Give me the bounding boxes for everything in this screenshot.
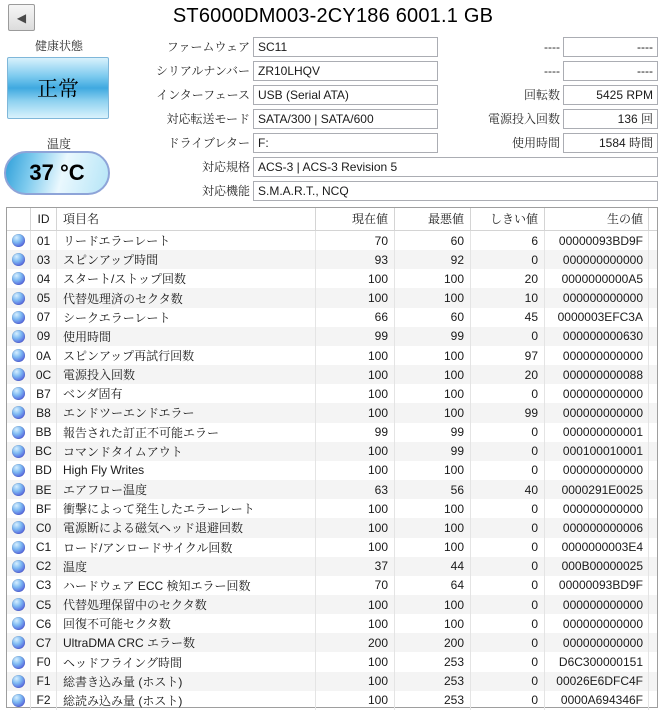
attribute-worst: 100 [395,346,471,365]
status-good-blue-icon [12,502,25,515]
header-pad [649,208,657,230]
status-good-blue-icon [12,675,25,688]
features-field[interactable]: S.M.A.R.T., NCQ [253,181,658,201]
attribute-name: エアフロー温度 [57,480,316,499]
header-worst: 最悪値 [395,208,471,230]
smart-attribute-table [6,207,658,708]
attribute-id: F2 [31,691,57,710]
standard-field[interactable]: ACS-3 | ACS-3 Revision 5 [253,157,658,177]
attribute-raw: 000000000000 [545,461,649,480]
table-row[interactable] [7,365,657,384]
row-pad [649,652,657,671]
attribute-threshold: 0 [471,614,545,633]
attribute-worst: 100 [395,538,471,557]
row-pad [649,269,657,288]
table-row[interactable] [7,269,657,288]
attribute-threshold: 0 [471,461,545,480]
row-pad [649,231,657,250]
status-cell [7,442,31,461]
attribute-current: 100 [316,269,395,288]
attribute-id: 09 [31,327,57,346]
attribute-name: 代替処理保留中のセクタ数 [57,595,316,614]
attribute-id: C3 [31,576,57,595]
attribute-current: 100 [316,461,395,480]
attribute-name: 総書き込み量 (ホスト) [57,672,316,691]
attribute-raw: 0000003EFC3A [545,308,649,327]
table-row[interactable] [7,308,657,327]
attribute-current: 93 [316,250,395,269]
status-good-blue-icon [12,656,25,669]
attribute-id: F0 [31,652,57,671]
table-row[interactable] [7,557,657,576]
attribute-threshold: 97 [471,346,545,365]
status-good-blue-icon [12,445,25,458]
status-cell [7,403,31,422]
attribute-raw: 000000000000 [545,614,649,633]
status-cell [7,652,31,671]
rotation-rate-field[interactable]: 5425 RPM [563,85,658,105]
row-pad [649,576,657,595]
table-row[interactable] [7,288,657,307]
attribute-current: 100 [316,288,395,307]
drive-letter-field[interactable]: F: [253,133,438,153]
attribute-raw: 000100010001 [545,442,649,461]
drive-title: ST6000DM003-2CY186 6001.1 GB [172,5,494,27]
attribute-name: 使用時間 [57,327,316,346]
serial-label: シリアルナンバー [155,64,250,78]
row-pad [649,595,657,614]
row-pad [649,288,657,307]
table-row[interactable] [7,423,657,442]
attribute-worst: 60 [395,231,471,250]
status-cell [7,288,31,307]
attribute-raw: 000000000000 [545,633,649,652]
dash1-label: ---- [544,40,560,54]
attribute-name: ハードウェア ECC 検知エラー回数 [57,576,316,595]
attribute-threshold: 0 [471,384,545,403]
attribute-id: 01 [31,231,57,250]
attribute-threshold: 0 [471,327,545,346]
status-cell [7,327,31,346]
attribute-threshold: 20 [471,365,545,384]
row-pad [649,442,657,461]
attribute-current: 99 [316,423,395,442]
row-pad [649,691,657,710]
header-id: ID [31,208,57,230]
status-good-blue-icon [12,694,25,707]
temperature-value: 37 °C [29,160,85,185]
status-good-blue-icon [12,330,25,343]
status-good-blue-icon [12,253,25,266]
table-row[interactable] [7,499,657,518]
attribute-current: 100 [316,518,395,537]
attribute-current: 100 [316,384,395,403]
status-good-blue-icon [12,311,25,324]
attribute-name: High Fly Writes [57,461,316,480]
status-cell [7,384,31,403]
attribute-threshold: 45 [471,308,545,327]
attribute-worst: 100 [395,595,471,614]
attribute-raw: 000000000006 [545,518,649,537]
status-cell [7,346,31,365]
attribute-current: 66 [316,308,395,327]
attribute-name: シークエラーレート [57,308,316,327]
attribute-raw: 000B00000025 [545,557,649,576]
status-cell [7,231,31,250]
power-on-hours-label: 使用時間 [511,136,560,150]
row-pad [649,308,657,327]
status-good-blue-icon [12,521,25,534]
attribute-raw: 000000000000 [545,250,649,269]
table-header-row [7,208,657,231]
attribute-threshold: 0 [471,538,545,557]
status-cell [7,423,31,442]
firmware-label: ファームウェア [166,40,250,54]
table-row[interactable] [7,672,657,691]
attribute-worst: 60 [395,308,471,327]
attribute-worst: 100 [395,518,471,537]
attribute-name: 電源断による磁気ヘッド退避回数 [57,518,316,537]
attribute-id: 07 [31,308,57,327]
attribute-threshold: 0 [471,423,545,442]
row-pad [649,327,657,346]
attribute-raw: 000000000088 [545,365,649,384]
row-pad [649,250,657,269]
attribute-current: 100 [316,538,395,557]
status-cell [7,691,31,710]
temperature-display[interactable] [4,151,110,195]
attribute-name: 総読み込み量 (ホスト) [57,691,316,710]
attribute-threshold: 10 [471,288,545,307]
attribute-threshold: 0 [471,652,545,671]
attribute-raw: 00000093BD9F [545,231,649,250]
standard-label: 対応規格 [201,160,250,174]
attribute-current: 100 [316,365,395,384]
header-threshold: しきい値 [471,208,545,230]
attribute-name: 代替処理済のセクタ数 [57,288,316,307]
attribute-worst: 100 [395,269,471,288]
attribute-threshold: 40 [471,480,545,499]
attribute-current: 100 [316,442,395,461]
power-on-hours-field[interactable]: 1584 時間 [563,133,658,153]
attribute-worst: 100 [395,499,471,518]
attribute-threshold: 0 [471,633,545,652]
attribute-id: BF [31,499,57,518]
attribute-threshold: 0 [471,499,545,518]
attribute-id: C1 [31,538,57,557]
table-row[interactable] [7,652,657,671]
status-cell [7,499,31,518]
status-good-blue-icon [12,406,25,419]
health-status-label: 健康状態 [34,39,83,53]
attribute-current: 100 [316,691,395,710]
attribute-current: 200 [316,633,395,652]
interface-field[interactable]: USB (Serial ATA) [253,85,438,105]
row-pad [649,633,657,652]
table-row[interactable] [7,442,657,461]
serial-field[interactable]: ZR10LHQV [253,61,438,81]
status-cell [7,365,31,384]
row-pad [649,518,657,537]
attribute-worst: 99 [395,442,471,461]
row-pad [649,557,657,576]
attribute-id: C7 [31,633,57,652]
interface-label: インターフェース [156,88,250,102]
dash1-field[interactable]: ---- [563,37,658,57]
row-pad [649,614,657,633]
status-cell [7,250,31,269]
attribute-threshold: 99 [471,403,545,422]
table-row[interactable] [7,595,657,614]
attribute-current: 70 [316,576,395,595]
attribute-threshold: 0 [471,557,545,576]
attribute-raw: 000000000000 [545,595,649,614]
rotation-rate-label: 回転数 [523,88,560,102]
status-cell [7,461,31,480]
row-pad [649,538,657,557]
attribute-raw: 000000000001 [545,423,649,442]
attribute-raw: D6C300000151 [545,652,649,671]
attribute-id: F1 [31,672,57,691]
row-pad [649,480,657,499]
status-cell [7,557,31,576]
attribute-raw: 0000291E0025 [545,480,649,499]
attribute-threshold: 0 [471,691,545,710]
attribute-worst: 253 [395,672,471,691]
attribute-name: ベンダ固有 [57,384,316,403]
status-good-blue-icon [12,234,25,247]
attribute-threshold: 0 [471,250,545,269]
table-row[interactable] [7,691,657,710]
attribute-id: BB [31,423,57,442]
attribute-current: 70 [316,231,395,250]
attribute-current: 100 [316,652,395,671]
attribute-current: 100 [316,499,395,518]
attribute-raw: 000000000000 [545,384,649,403]
features-label: 対応機能 [201,184,250,198]
attribute-current: 100 [316,403,395,422]
status-cell [7,308,31,327]
attribute-worst: 44 [395,557,471,576]
attribute-current: 100 [316,346,395,365]
row-pad [649,384,657,403]
attribute-raw: 0000A694346F [545,691,649,710]
row-pad [649,403,657,422]
header-raw: 生の値 [545,208,649,230]
attribute-name: 衝撃によって発生したエラーレート [57,499,316,518]
attribute-id: C6 [31,614,57,633]
status-cell [7,614,31,633]
status-cell [7,576,31,595]
status-good-blue-icon [12,636,25,649]
back-arrow-icon: ◀ [16,10,27,25]
drive-letter-label: ドライブレター [167,136,250,150]
status-good-blue-icon [12,598,25,611]
table-row[interactable] [7,518,657,537]
attribute-threshold: 20 [471,269,545,288]
attribute-threshold: 0 [471,595,545,614]
status-cell [7,480,31,499]
attribute-id: C2 [31,557,57,576]
attribute-worst: 100 [395,384,471,403]
attribute-worst: 253 [395,652,471,671]
attribute-threshold: 0 [471,442,545,461]
attribute-worst: 100 [395,365,471,384]
attribute-threshold: 0 [471,518,545,537]
table-row[interactable] [7,327,657,346]
attribute-id: B7 [31,384,57,403]
status-cell [7,633,31,652]
table-row[interactable] [7,384,657,403]
power-on-count-label: 電源投入回数 [487,112,560,126]
attribute-raw: 000000000000 [545,288,649,307]
attribute-name: 報告された訂正不可能エラー [57,423,316,442]
table-row[interactable] [7,231,657,250]
attribute-worst: 200 [395,633,471,652]
attribute-current: 100 [316,614,395,633]
attribute-worst: 92 [395,250,471,269]
status-good-blue-icon [12,272,25,285]
attribute-id: BC [31,442,57,461]
status-good-blue-icon [12,464,25,477]
attribute-raw: 00026E6DFC4F [545,672,649,691]
transfer-mode-label: 対応転送モード [166,112,250,126]
attribute-name: ロード/アンロードサイクル回数 [57,538,316,557]
attribute-id: C0 [31,518,57,537]
status-cell [7,672,31,691]
header-status [7,208,31,230]
attribute-id: 03 [31,250,57,269]
attribute-raw: 000000000630 [545,327,649,346]
attribute-name: エンドツーエンドエラー [57,403,316,422]
table-row[interactable] [7,614,657,633]
firmware-field[interactable]: SC11 [253,37,438,57]
row-pad [649,365,657,384]
table-row[interactable] [7,480,657,499]
attribute-id: 05 [31,288,57,307]
status-good-blue-icon [12,483,25,496]
attribute-raw: 000000000000 [545,346,649,365]
attribute-name: 温度 [57,557,316,576]
status-good-blue-icon [12,387,25,400]
dash2-label: ---- [544,64,560,78]
attribute-threshold: 0 [471,576,545,595]
row-pad [649,461,657,480]
attribute-id: 0C [31,365,57,384]
attribute-name: コマンドタイムアウト [57,442,316,461]
status-good-blue-icon [12,541,25,554]
attribute-raw: 00000093BD9F [545,576,649,595]
attribute-worst: 100 [395,288,471,307]
attribute-current: 100 [316,672,395,691]
attribute-name: UltraDMA CRC エラー数 [57,633,316,652]
table-row[interactable] [7,538,657,557]
header-name: 項目名 [57,208,316,230]
attribute-raw: 0000000000A5 [545,269,649,288]
attribute-raw: 000000000000 [545,403,649,422]
status-cell [7,269,31,288]
attribute-id: BD [31,461,57,480]
row-pad [649,423,657,442]
attribute-raw: 0000000003E4 [545,538,649,557]
status-good-blue-icon [12,426,25,439]
row-pad [649,499,657,518]
row-pad [649,672,657,691]
attribute-current: 99 [316,327,395,346]
header-current: 現在値 [316,208,395,230]
table-row[interactable] [7,576,657,595]
attribute-threshold: 6 [471,231,545,250]
attribute-worst: 100 [395,614,471,633]
attribute-current: 100 [316,595,395,614]
transfer-mode-field[interactable]: SATA/300 | SATA/600 [253,109,438,129]
health-status-value: 正常 [37,78,79,101]
attribute-id: 04 [31,269,57,288]
status-good-blue-icon [12,292,25,305]
status-cell [7,595,31,614]
row-pad [649,346,657,365]
attribute-name: スタート/ストップ回数 [57,269,316,288]
status-good-blue-icon [12,579,25,592]
health-status-button[interactable] [7,57,109,119]
status-good-blue-icon [12,368,25,381]
attribute-name: リードエラーレート [57,231,316,250]
table-row[interactable] [7,461,657,480]
attribute-name: 回復不可能セクタ数 [57,614,316,633]
status-good-blue-icon [12,560,25,573]
attribute-name: ヘッドフライング時間 [57,652,316,671]
attribute-id: 0A [31,346,57,365]
temperature-label: 温度 [46,137,71,151]
status-good-blue-icon [12,349,25,362]
attribute-worst: 100 [395,403,471,422]
attribute-worst: 99 [395,327,471,346]
attribute-name: スピンアップ時間 [57,250,316,269]
attribute-worst: 99 [395,423,471,442]
table-row[interactable] [7,403,657,422]
attribute-id: C5 [31,595,57,614]
attribute-worst: 100 [395,461,471,480]
table-row[interactable] [7,633,657,652]
attribute-id: B8 [31,403,57,422]
attribute-id: BE [31,480,57,499]
status-good-blue-icon [12,617,25,630]
power-on-count-field[interactable]: 136 回 [563,109,658,129]
dash2-field[interactable]: ---- [563,61,658,81]
status-cell [7,518,31,537]
attribute-current: 63 [316,480,395,499]
attribute-threshold: 0 [471,672,545,691]
attribute-worst: 64 [395,576,471,595]
attribute-name: 電源投入回数 [57,365,316,384]
table-row[interactable] [7,250,657,269]
attribute-name: スピンアップ再試行回数 [57,346,316,365]
status-cell [7,538,31,557]
attribute-current: 37 [316,557,395,576]
table-row[interactable] [7,346,657,365]
attribute-raw: 000000000000 [545,499,649,518]
attribute-worst: 253 [395,691,471,710]
attribute-worst: 56 [395,480,471,499]
